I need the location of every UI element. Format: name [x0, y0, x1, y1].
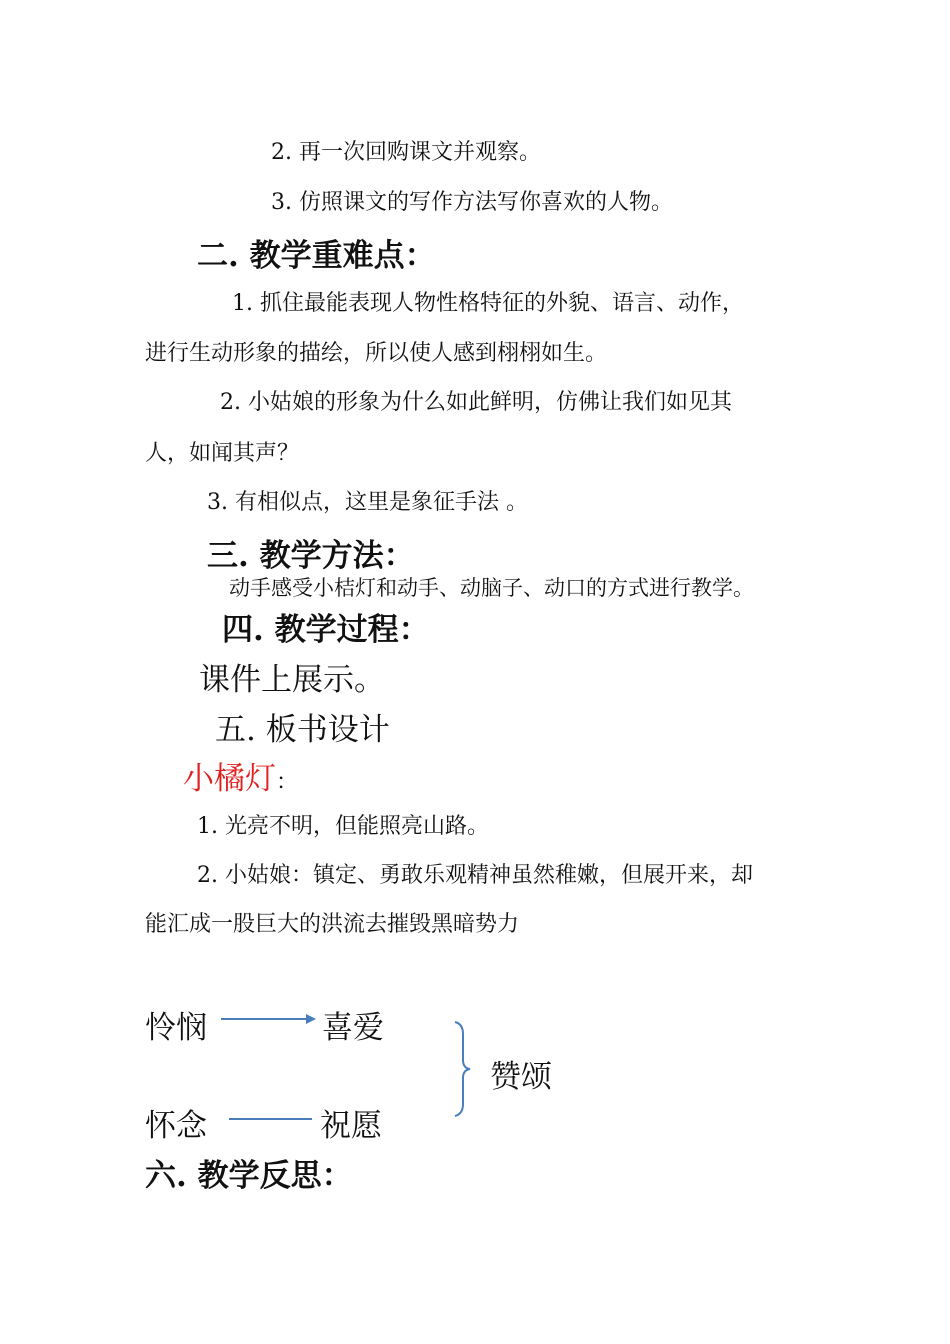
process-text: 课件上展示。: [199, 662, 385, 698]
difficulty-1-line2: 进行生动形象的描绘，所以使人感到栩栩如生。: [145, 341, 608, 366]
diagram-right-bottom: 祝愿: [320, 1108, 382, 1144]
section-heading-5: 五. 板书设计: [215, 712, 390, 748]
board-title-colon: ：: [276, 770, 299, 795]
goal-item-3: 3. 仿照课文的写作方法写你喜欢的人物。: [271, 190, 673, 215]
section-heading-4: 四. 教学过程：: [222, 612, 430, 648]
diagram-brace-label: 赞颂: [490, 1059, 552, 1095]
section-heading-6: 六. 教学反思：: [145, 1158, 353, 1194]
board-line-2b: 能汇成一股巨大的洪流去摧毁黑暗势力: [145, 912, 520, 937]
method-text: 动手感受小桔灯和动手、动脑子、动口的方式进行教学。: [229, 576, 754, 600]
diagram-brace: [455, 1022, 470, 1116]
diagram-right-top: 喜爱: [322, 1010, 384, 1046]
section-heading-3: 三. 教学方法：: [207, 538, 415, 574]
difficulty-3: 3. 有相似点，这里是象征手法 。: [207, 490, 528, 515]
board-line-2a: 2. 小姑娘：镇定、勇敢乐观精神虽然稚嫩，但展开来，却: [197, 863, 753, 888]
board-line-1: 1. 光亮不明，但能照亮山路。: [197, 814, 489, 839]
diagram-arrow: [221, 1014, 316, 1024]
board-title-text: 小橘灯: [183, 761, 276, 797]
goal-item-2: 2. 再一次回购课文并观察。: [271, 140, 541, 165]
difficulty-2-line1: 2. 小姑娘的形象为什么如此鲜明，仿佛让我们如见其: [220, 390, 732, 415]
section-heading-2: 二. 教学重难点：: [197, 238, 436, 274]
difficulty-2-line2: 人，如闻其声？: [145, 441, 300, 466]
diagram-left-bottom: 怀念: [145, 1108, 207, 1144]
difficulty-1-line1: 1. 抓住最能表现人物性格特征的外貌、语言、动作，: [232, 291, 744, 316]
diagram-left-top: 怜悯: [145, 1010, 207, 1046]
